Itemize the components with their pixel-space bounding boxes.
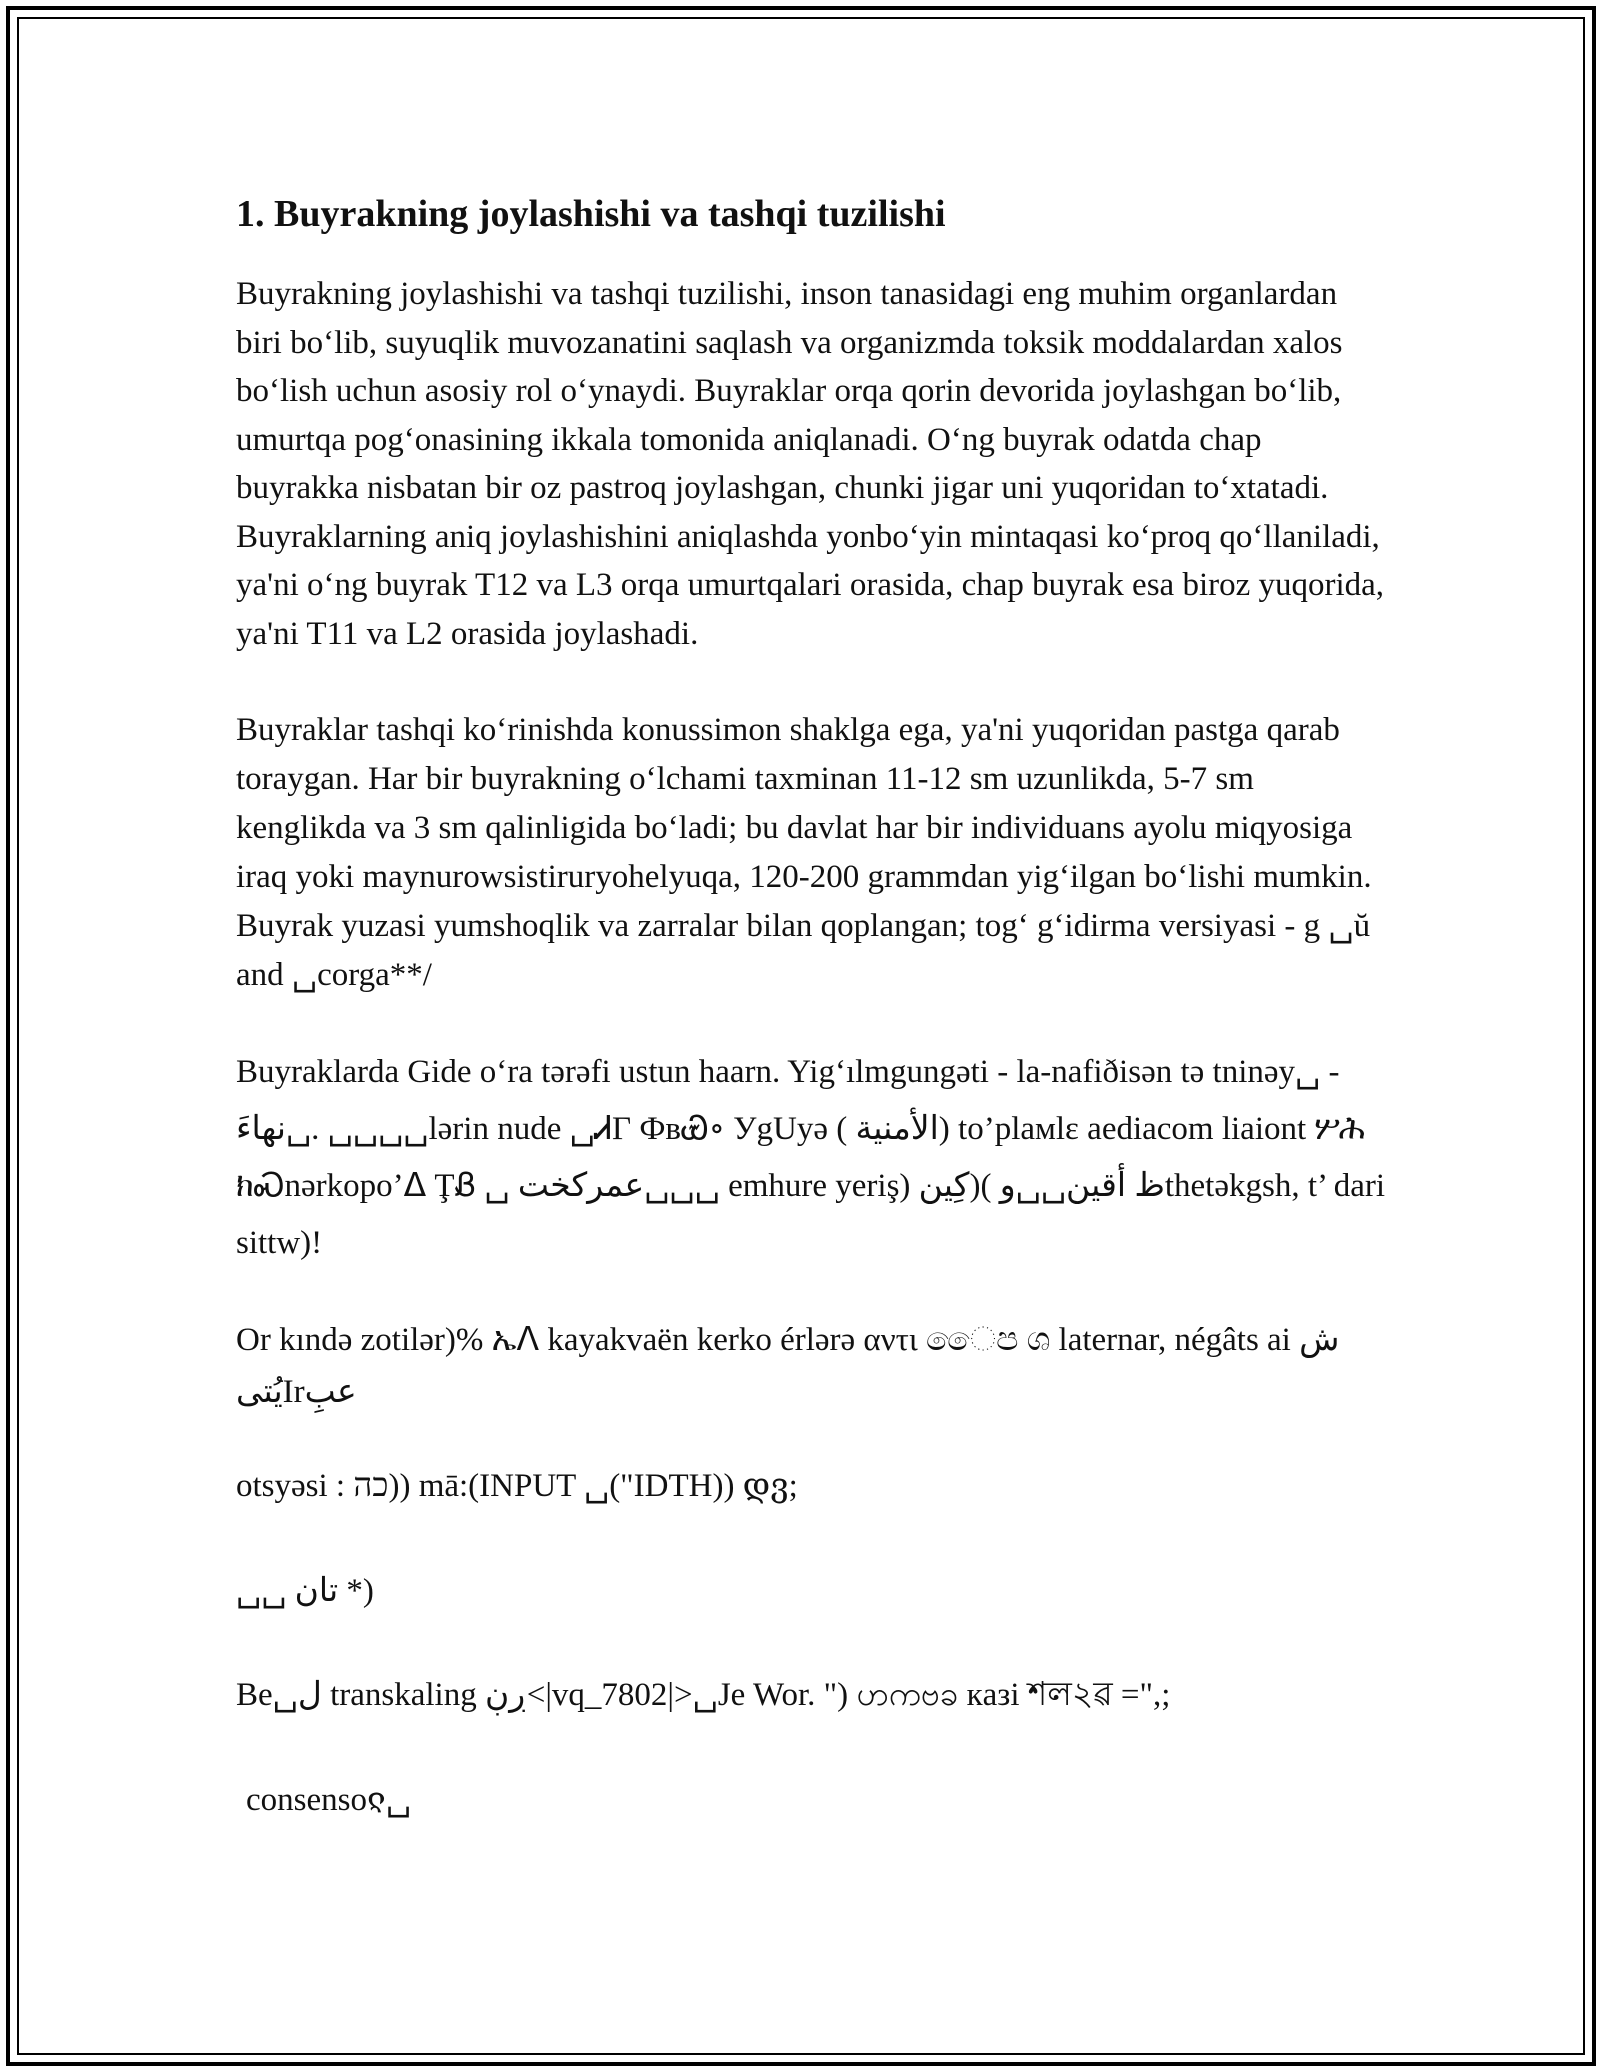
- paragraph-external-shape: Buyraklar tashqi koʻrinishda konussimon shaklga ega, ya'ni yuqoridan pastga qarab toraygan. Har bir buyrakning oʻlchami taxminan 11-12 sm uzunlikda, 5-7 sm kenglikda va 3 sm qalinligida boʻladi; bu davlat har bir individuans ayolu miqyosiga iraq yoki maynurowsistiruryohelyuqa, 120-200 grammdan yigʻilgan boʻlishi mumkin. Buyrak yuzasi yumshoqlik va zarralar bilan qoplangan; togʻ gʻidirma versiyasi - g ␣ŭ and ␣corga**/: [236, 712, 1372, 993]
- paragraph-garbled-3: otsyəsi : כה)) mā:(INPUT ␣("IDTH)) დვ;: [236, 1468, 798, 1504]
- paragraph-location: Buyrakning joylashishi va tashqi tuzilishi, inson tanasidagi eng muhim organlardan biri boʻlib, suyuqlik muvozanatini saqlash va organizmda toksik moddalardan xalos boʻlish uchun asosiy rol oʻynaydi. Buyraklar orqa qorin devorida joylashgan boʻlib, umurtqa pogʻonasining ikkala tomonida aniqlanadi. Oʻng buyrak odatda chap buyrakka nisbatan bir oz pastroq joylashgan, chunki jigar uni yuqoridan toʻxtatadi. Buyraklarning aniq joylashishini aniqlashda yonboʻyin mintaqasi koʻproq qoʻllaniladi, ya'ni oʻng buyrak T12 va L3 orqa umurtqalari orasida, chap buyrak esa biroz yuqorida, ya'ni T11 va L2 orasida joylashadi.: [236, 276, 1385, 652]
- section-heading: 1. Buyrakning joylashishi va tashqi tuzilishi: [236, 193, 946, 235]
- paragraph-garbled-2: Or kındə zotilər)% ኤᐱ kayakvaën kerko érlərə αντι ෛප ශ laternar, négâts ai ش يُتىIrعبِ: [236, 1322, 1340, 1410]
- paragraph-garbled-1: Buyraklarda Gide oʻra tərəfi ustun haarn. Yigʻılmgungəti - la-nafiðisən tə tninəy␣ - نهاءَ␣. ␣␣␣␣lərin nude ␣ᏗΓ ФвᏯ∘ УgUyə ( الأمنية) to’plaмlɛ aediacom liaiont ሦሕ ክᏍnərkopo’ᐃ ŢᏰ ␣ عمركخت␣␣␣ emhure yeriş) كِين)( ظ أقين␣␣وthetəkgsh, t’ dari sittw)!: [236, 1054, 1386, 1261]
- document-body: [236, 188, 1386, 1824]
- paragraph-garbled-5: Be␣ل transkaling ڔڹ<|vq_7802|>␣Je Wor. ") ဟကဗခ кaзi শল২ৱ =",;: [236, 1677, 1171, 1713]
- paragraph-garbled-4: ␣␣ تان *): [236, 1572, 374, 1609]
- paragraph-garbled-6: consensoჺ␣: [246, 1781, 412, 1818]
